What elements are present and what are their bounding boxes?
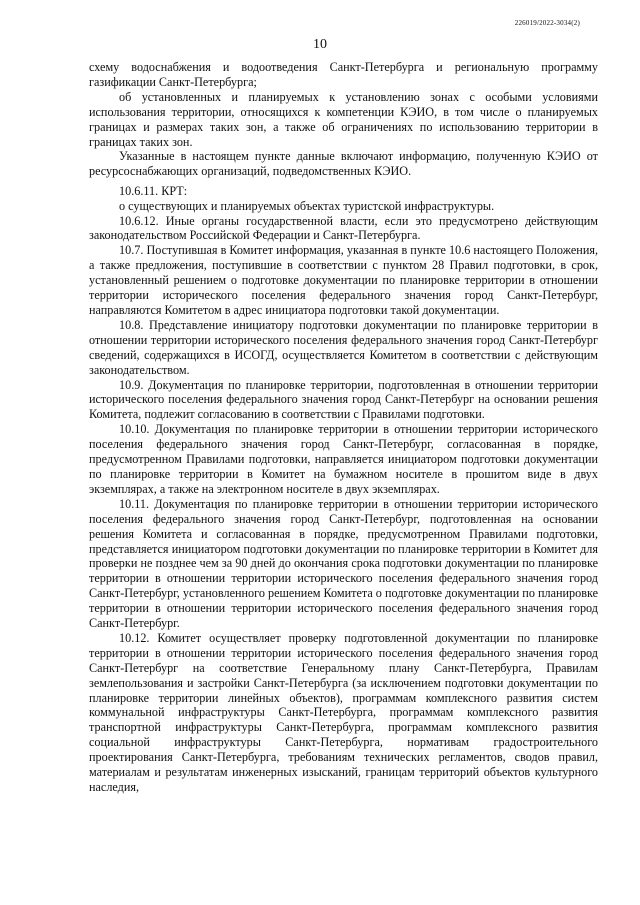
paragraph: 10.8. Представление инициатору подготовки документации по планировке территории в отношении территории исторического поселения федерального значения город Санкт-Петербург сведений, содержащихся в ИСОГД, осуществляется Комитетом в соответствии с действующим законодательством.: [89, 317, 598, 377]
paragraph: 10.6.11. КРТ:: [119, 183, 188, 198]
paragraph: 10.6.12. Иные органы государственной власти, если это предусмотрено действующим законодательством Российской Федерации и Санкт-Петербурга.: [89, 213, 598, 243]
paragraph: 10.9. Документация по планировке территории, подготовленная в отношении территории исторического поселения федерального значения город Санкт-Петербург на основании решения Комитета, подлежит согласованию в соответствии с Правилами подготовки.: [89, 377, 598, 422]
page-number: 10: [313, 37, 327, 52]
paragraph: 10.12. Комитет осуществляет проверку подготовленной документации по планировке территории в отношении территории исторического поселения федерального значения город Санкт-Петербург на соответствие Генеральному плану Санкт-Петербурга, Правилам землепользования и застройки Санкт-Петербурга (за исключением подготовки документации по планировке территории линейных объектов), программам комплексного развития систем коммунальной инфраструктуры Санкт-Петербурга, программам комплексного развития транспортной инфраструктуры Санкт-Петербурга, программам комплексного развития социальной инфраструктуры Санкт-Петербурга, нормативам градостроительного проектирования Санкт-Петербурга, требованиям технических регламентов, сводов правил, материалам и результатам инженерных изысканий, границам территорий объектов культурного наследия,: [89, 630, 598, 794]
paragraph: 10.10. Документация по планировке территории в отношении территории исторического поселения федерального значения город Санкт-Петербург, согласованная в порядке, предусмотренном Правилами подготовки, направляется инициатором подготовки документации по планировке территории в Комитет на бумажном носителе в прошитом виде в двух экземплярах, а также на электронном носителе в двух экземплярах.: [89, 422, 598, 496]
paragraph: об установленных и планируемых к установлению зонах с особыми условиями использования территории, относящихся к компетенции КЭИО, в том числе о планируемых границах и размерах таких зон, а также об ограничениях по использованию территории в границах таких зон.: [89, 89, 598, 149]
paragraph: 10.7. Поступившая в Комитет информация, указанная в пункте 10.6 настоящего Положения, а также предложения, поступившие в соответствии с пунктом 28 Правил подготовки, в срок, установленный решением о подготовке документации по планировке территории в отношении территории исторического поселения федерального значения город Санкт-Петербург, направляются Комитетом в адрес инициатора подготовки такой документации.: [89, 243, 598, 317]
paragraph: Указанные в настоящем пункте данные включают информацию, полученную КЭИО от ресурсоснабжающих организаций, подведомственных КЭИО.: [89, 149, 598, 179]
paragraph: схему водоснабжения и водоотведения Санкт-Петербурга и региональную программу газификации Санкт-Петербурга;: [89, 60, 598, 89]
paragraph: о существующих и планируемых объектах туристской инфраструктуры.: [119, 198, 495, 213]
document-body: [89, 60, 598, 795]
paragraph: 10.11. Документация по планировке территории в отношении территории исторического поселения федерального значения город Санкт-Петербург, подготовленная на основании решения Комитета и согласованная в порядке, предусмотренном Правилами подготовки, представляется инициатором подготовки документации по планировке территории в Комитет для проверки не позднее чем за 90 дней до окончания срока подготовки документации по планировке территории в отношении территории исторического поселения федерального значения город Санкт-Петербург, установленного решением Комитета о подготовке документации по планировке территории в отношении территории исторического поселения федерального значения город Санкт-Петербург.: [89, 496, 598, 631]
document-number: 226019/2022-3034(2): [514, 19, 580, 27]
